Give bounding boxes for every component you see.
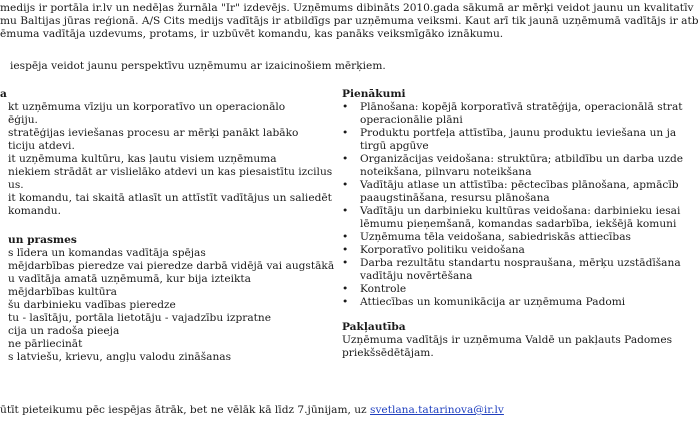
task-line: niekiem strādāt ar vislielāko atdevi un kas piesaistītu izcilus [8, 166, 333, 178]
duty-item: • Korporatīvo politiku veidošana [342, 244, 525, 256]
task-line: ēģiju. [8, 114, 38, 126]
duties-list [342, 101, 684, 309]
duty-item: • Produktu portfeļa attīstība, jaunu produktu ieviešana un ja [342, 127, 677, 139]
duty-item: • Vadītāju un darbinieku kultūras veidošana: darbinieku iesai [342, 205, 681, 217]
skill-line: s latviešu, krievu, angļu valodu zināšanas [8, 351, 232, 363]
application-note: ūtīt pieteikumu pēc iespējas ātrāk, bet ne vēlāk kā līdz 7.jūnijam, uz svetlana.tatarinova@ir.lv [0, 404, 504, 416]
task-line: it komandu, tai skaitā atlasīt un attīstīt vadītājus un saliedēt [8, 192, 332, 204]
task-line: ticiju atdevi. [8, 140, 75, 152]
skill-line: u vadītāja amatā uzņēmumā, kur bija izteikta [8, 273, 251, 285]
duty-item: • Plānošana: kopējā korporatīvā stratēģija, operacionālā strat [342, 101, 683, 113]
intro-line-1: medijs ir portāla ir.lv un nedēļas žurnāla "Ir" izdevējs. Uzņēmums dibināts 2010.gada sākumā ar mērķi veidot jaunu un kvalitatīv [0, 2, 694, 14]
skill-line: šu darbinieku vadības pieredze [8, 299, 176, 311]
duty-item-cont: operacionālie plāni [360, 114, 463, 126]
skill-line: mējdarbības kultūra [8, 286, 117, 298]
task-line: stratēģijas ieviešanas procesu ar mērķi panākt labāko [8, 127, 299, 139]
duty-item: • Kontrole [342, 283, 407, 295]
skills-heading: un prasmes [8, 234, 77, 246]
task-line: it uzņēmuma kultūru, kas ļautu visiem uzņēmuma [8, 153, 277, 165]
offer-text: iespēja veidot jaunu perspektīvu uzņēmumu ar izaicinošiem mērķiem. [10, 60, 386, 72]
intro-line-2: mu Baltijas jūras reģionā. A/S Cits medijs vadītājs ir atbildīgs par uzņēmuma veiksmi. Kaut arī tik jaunā uzņēmumā vadītājs ir atb [0, 15, 699, 27]
duty-item: • Organizācijas veidošana: struktūra; atbildību un darba uzde [342, 153, 684, 165]
duty-item-cont: paaugstināšana, resursu plānošana [360, 192, 550, 204]
duty-item: • Uzņēmuma tēla veidošana, sabiedriskās attiecības [342, 231, 631, 243]
duty-item: • Attiecības un komunikācija ar uzņēmuma Padomi [342, 296, 626, 308]
skill-line: ne pārliecināt [8, 338, 83, 350]
reporting-line-1: Uzņēmuma vadītājs ir uzņēmuma Valdē un pakļauts Padomes [342, 334, 673, 346]
email-link[interactable]: svetlana.tatarinova@ir.lv [370, 404, 504, 416]
skill-line: cija un radoša pieeja [8, 325, 120, 337]
duty-item: • Darba rezultātu standartu nospraušana, mērķu uzstādīšana [342, 257, 681, 269]
task-line: komandu. [8, 205, 61, 217]
duties-heading: Pienākumi [342, 88, 406, 100]
intro-line-3: ēmuma vadītāja uzdevums, protams, ir uzbūvēt komandu, kas panāks veiksmīgāko iznākumu. [0, 28, 504, 40]
duty-item-cont: tirgū apgūve [360, 140, 429, 152]
skill-line: mējdarbības pieredze vai pieredze darbā vidējā vai augstākā [8, 260, 335, 272]
task-line: us. [8, 179, 24, 191]
duty-item-cont: lēmumu pieņemšanā, komandas sadarbība, iekšējā komuni [360, 218, 677, 230]
duty-item-cont: noteikšana, pilnvaru noteikšana [360, 166, 532, 178]
duty-item-cont: vadītāju novērtēšana [360, 270, 473, 282]
skill-line: s līdera un komandas vadītāja spējas [8, 247, 206, 259]
skill-line: tu - lasītāju, portāla lietotāju - vajadzību izpratne [8, 312, 271, 324]
task-line: kt uzņēmuma vīziju un korporatīvo un operacionālo [8, 101, 286, 113]
duty-item: • Vadītāju atlase un attīstība: pēctecības plānošana, apmācīb [342, 179, 679, 191]
reporting-heading: Pakļautība [342, 321, 406, 333]
reporting-line-2: priekšsēdētājam. [342, 347, 434, 359]
tasks-heading-partial: a [0, 88, 7, 100]
